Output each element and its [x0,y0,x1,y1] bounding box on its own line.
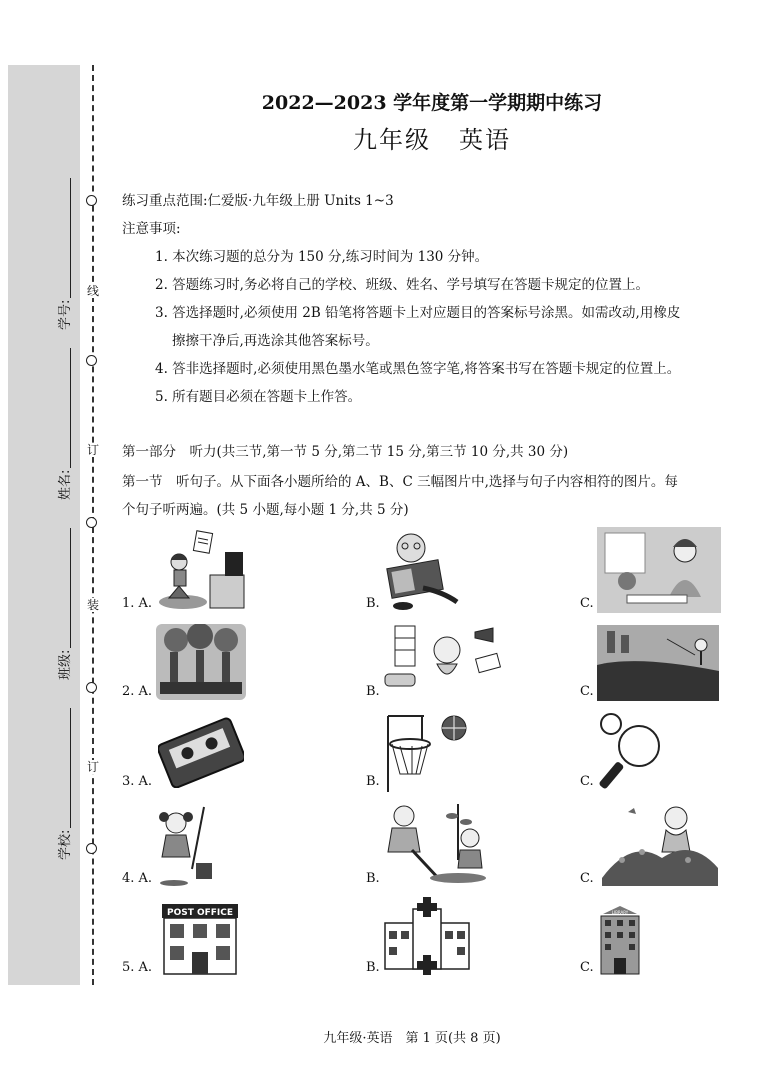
leaves-pile-picture [598,800,720,886]
exam-subject: 九年级 英语 [353,126,511,154]
q5-option-c-label: C. [580,960,594,975]
library-picture [597,904,643,976]
binding-hole [86,355,97,366]
planting-tree-picture [382,800,492,886]
note-item: 3. 答选择题时,必须使用 2B 铅笔将答题卡上对应题目的答案标号涂黑。如需改动,用橡皮 [155,305,681,321]
note-item: 1. 本次练习题的总分为 150 分,练习时间为 130 分钟。 [155,249,489,265]
basketball-hoop-picture [382,712,470,792]
cut-word: 订 [86,443,99,457]
library-sign: LIBRARY [611,910,629,915]
section1-instruction: 第一节 听句子。从下面各小题所给的 A、B、C 三幅图片中,选择与句子内容相符的图片。每 [122,474,678,490]
q5-option-a-label: 5. A. [122,960,153,975]
scope-line: 练习重点范围:仁爱版·九年级上册 Units 1~3 [122,193,394,209]
binding-hole [86,517,97,528]
ping-pong-paddle-picture [597,712,661,794]
q2-option-b-label: B. [366,684,380,699]
girl-writing-at-desk-picture [597,527,721,613]
hospital-picture [381,897,473,977]
student-number-field[interactable]: 学号: [54,178,73,330]
class-field[interactable]: 班级: [54,528,73,680]
q1-option-b-label: B. [366,596,380,611]
q2-option-c-label: C. [580,684,594,699]
cut-word: 订 [86,760,99,774]
water-pollution-picture [597,625,719,701]
section1-instruction-cont: 个句子听两遍。(共 5 小题,每小题 1 分,共 5 分) [122,502,409,518]
post-office-picture [160,902,240,976]
binding-hole [86,682,97,693]
part1-heading: 第一部分 听力(共三节,第一节 5 分,第二节 15 分,第三节 10 分,共 30 分) [122,444,569,460]
q2-option-a-label: 2. A. [122,684,153,699]
school-field[interactable]: 学校: [54,708,73,860]
cut-word: 线 [86,284,99,298]
factory-pollution-picture [156,624,246,700]
girl-studying-picture [155,530,247,612]
q4-option-a-label: 4. A. [122,871,153,886]
q5-option-b-label: B. [366,960,380,975]
page-footer: 九年级·英语 第 1 页(共 8 页) [323,1031,501,1046]
note-item: 4. 答非选择题时,必须使用黑色墨水笔或黑色签字笔,将答案书写在答题卡规定的位置上。 [155,361,681,377]
post-office-sign: POST OFFICE [166,908,234,918]
q4-option-c-label: C. [580,871,594,886]
binding-hole [86,843,97,854]
q3-option-c-label: C. [580,774,594,789]
note-item: 5. 所有题目必须在答题卡上作答。 [155,389,362,405]
noise-pollution-picture [381,622,507,700]
binding-hole [86,195,97,206]
note-item-continued: 擦擦干净后,再选涂其他答案标号。 [172,333,379,349]
q3-option-b-label: B. [366,774,380,789]
q4-option-b-label: B. [366,871,380,886]
exam-title: 2022—2023 学年度第一学期期中练习 [261,92,603,114]
note-item: 2. 答题练习时,务必将自己的学校、班级、姓名、学号填写在答题卡规定的位置上。 [155,277,649,293]
notes-heading: 注意事项: [122,221,181,237]
q1-option-c-label: C. [580,596,594,611]
cassette-tape-picture [158,716,244,788]
q1-option-a-label: 1. A. [122,596,153,611]
cut-word: 装 [86,598,99,612]
q3-option-a-label: 3. A. [122,774,153,789]
boy-reading-book-picture [383,530,463,612]
girl-sweeping-picture [152,803,224,887]
name-field[interactable]: 姓名: [54,348,73,500]
